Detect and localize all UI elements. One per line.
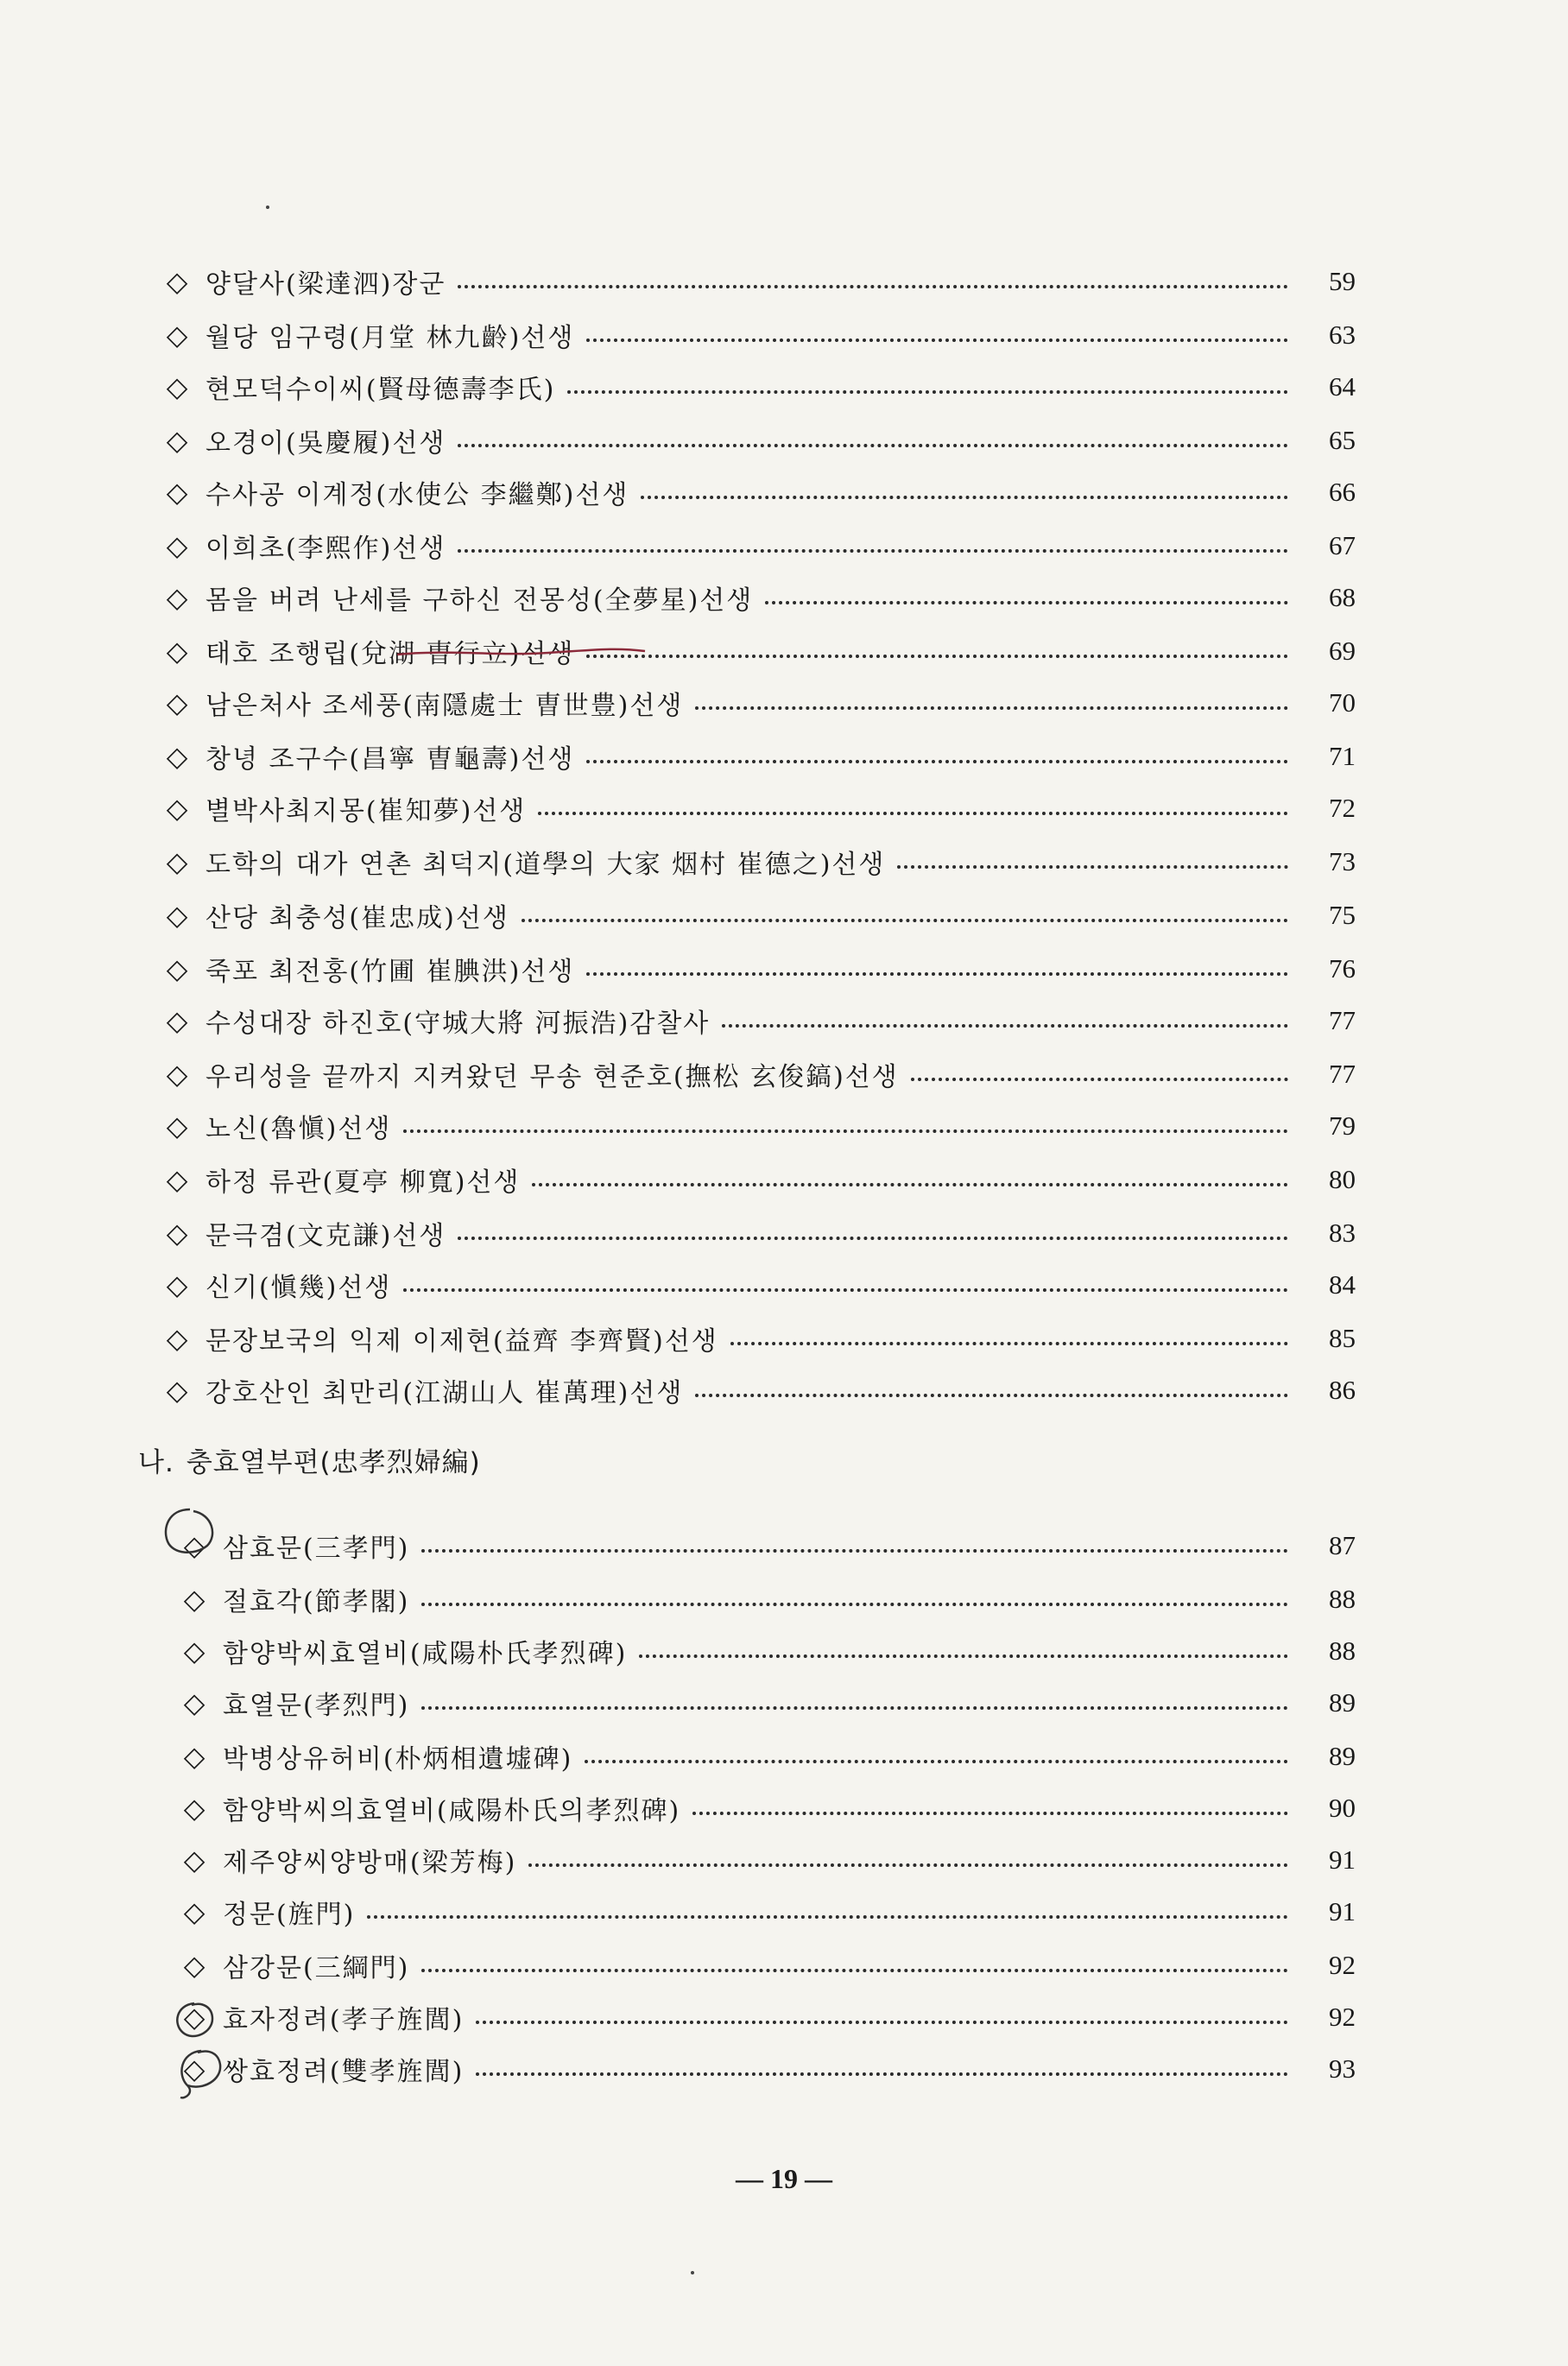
dot-leader (567, 390, 1288, 394)
diamond-bullet-icon: ◇ (166, 792, 188, 825)
section-heading-text: 충효열부편(忠孝烈婦編) (186, 1446, 481, 1478)
toc-entry (164, 572, 1356, 623)
dot-leader (538, 812, 1288, 815)
toc-entry-page: 92 (1329, 2002, 1356, 2032)
toc-entry-page: 73 (1329, 846, 1356, 876)
diamond-bullet-icon: ◇ (166, 370, 188, 403)
toc-entry-title: 현모덕수이씨(賢母德壽李氏) (205, 375, 556, 405)
toc-entry-title: 양달사(梁達泗)장군 (205, 269, 446, 300)
toc-entry (181, 1625, 1356, 1677)
toc-entry-title: 몸을 버려 난세를 구하신 전몽성(全夢星)선생 (205, 585, 754, 616)
toc-entry (181, 1991, 1356, 2043)
toc-entry-title: 문장보국의 익제 이제현(益齊 李齊賢)선생 (205, 1326, 718, 1357)
dot-leader (458, 549, 1288, 553)
dot-leader (522, 919, 1288, 922)
toc-entry-page: 85 (1329, 1323, 1356, 1353)
page-number: — 19 — (736, 2163, 832, 2194)
diamond-bullet-icon: ◇ (183, 2053, 205, 2085)
diamond-bullet-icon: ◇ (166, 952, 188, 985)
toc-entry (181, 1834, 1356, 1886)
toc-entry-title: 정문(旌門) (223, 1900, 356, 1930)
diamond-bullet-icon: ◇ (166, 635, 188, 667)
diamond-bullet-icon: ◇ (166, 1058, 188, 1091)
toc-entry-page: 68 (1329, 582, 1356, 612)
diamond-bullet-icon: ◇ (166, 1374, 188, 1407)
toc-entry-page: 91 (1329, 1844, 1356, 1875)
toc-entry (164, 309, 1356, 361)
dot-leader (765, 601, 1288, 604)
toc-entry-title: 우리성을 끝까지 지켜왔던 무송 현준호(撫松 玄俊鎬)선생 (205, 1062, 899, 1092)
toc-entry-page: 77 (1329, 1005, 1356, 1035)
toc-entry-page: 86 (1329, 1375, 1356, 1405)
toc-entry-page: 69 (1329, 636, 1356, 666)
dot-leader (586, 655, 1288, 658)
dot-leader (692, 1812, 1288, 1815)
dot-leader (730, 1342, 1288, 1345)
dot-leader (722, 1024, 1288, 1028)
diamond-bullet-icon: ◇ (183, 1844, 205, 1876)
toc-entry (181, 1677, 1356, 1729)
diamond-bullet-icon: ◇ (183, 1895, 205, 1928)
dot-leader (528, 1863, 1288, 1867)
toc-entry (164, 731, 1356, 782)
diamond-bullet-icon: ◇ (183, 1740, 205, 1773)
toc-entry-page: 71 (1329, 741, 1356, 771)
toc-entry-title: 죽포 최전홍(竹圃 崔腆洪)선생 (205, 957, 575, 987)
dot-leader (403, 1288, 1288, 1292)
diamond-bullet-icon: ◇ (166, 1268, 188, 1301)
dot-leader (586, 338, 1288, 342)
toc-entry-title: 산당 최충성(崔忠成)선생 (205, 903, 509, 933)
toc-entry (164, 836, 1356, 888)
toc-entry-title: 노신(魯愼)선생 (205, 1114, 392, 1144)
diamond-bullet-icon: ◇ (166, 265, 188, 298)
toc-entry-page: 72 (1329, 793, 1356, 823)
toc-entry (164, 889, 1356, 941)
diamond-bullet-icon: ◇ (166, 1004, 188, 1037)
diamond-bullet-icon: ◇ (183, 1583, 205, 1616)
dot-leader (641, 496, 1288, 499)
diamond-bullet-icon: ◇ (166, 1322, 188, 1355)
toc-entry-page: 76 (1329, 953, 1356, 984)
section-heading-number: 나. (138, 1446, 174, 1478)
toc-entry-title: 문극겸(文克謙)선생 (205, 1221, 446, 1251)
dot-leader (585, 1760, 1288, 1763)
toc-entry-page: 87 (1329, 1530, 1356, 1560)
dot-leader (421, 1969, 1288, 1972)
dot-leader (695, 706, 1288, 710)
toc-entry-page: 66 (1329, 477, 1356, 507)
toc-entry-page: 59 (1329, 266, 1356, 296)
toc-entry-title: 신기(愼幾)선생 (205, 1273, 392, 1303)
diamond-bullet-icon: ◇ (166, 424, 188, 457)
diamond-bullet-icon: ◇ (166, 845, 188, 878)
toc-entry-title: 절효각(節孝閣) (223, 1587, 410, 1617)
toc-entry-page: 88 (1329, 1584, 1356, 1614)
toc-entry-title: 강호산인 최만리(江湖山人 崔萬理)선생 (205, 1378, 684, 1408)
toc-entry-title: 오경이(吳慶履)선생 (205, 428, 446, 459)
dot-leader (532, 1183, 1288, 1186)
toc-entry (164, 466, 1356, 518)
dot-leader (639, 1654, 1288, 1658)
dot-leader (476, 2072, 1288, 2076)
toc-entry-title: 제주양씨양방매(梁芳梅) (223, 1848, 517, 1878)
toc-entry-page: 89 (1329, 1741, 1356, 1771)
dot-leader (458, 1237, 1288, 1240)
dot-leader (403, 1129, 1288, 1133)
diamond-bullet-icon: ◇ (166, 899, 188, 932)
toc-entry-title: 쌍효정려(雙孝旌閭) (223, 2057, 465, 2087)
dot-leader (586, 972, 1288, 976)
toc-entry-page: 89 (1329, 1687, 1356, 1718)
toc-entry (181, 1782, 1356, 1834)
specks (691, 2271, 694, 2274)
toc-entry-title: 남은처사 조세풍(南隱處士 曺世豊)선생 (205, 691, 684, 721)
toc-entry (164, 1048, 1356, 1100)
toc-entry-page: 75 (1329, 900, 1356, 930)
toc-entry (181, 1520, 1356, 1572)
toc-entry-title: 박병상유허비(朴炳相遺墟碑) (223, 1744, 573, 1774)
diamond-bullet-icon: ◇ (166, 319, 188, 351)
toc-entry-page: 93 (1329, 2053, 1356, 2084)
diamond-bullet-icon: ◇ (183, 1686, 205, 1719)
toc-entry (164, 625, 1356, 677)
toc-entry-page: 84 (1329, 1269, 1356, 1300)
toc-entry (181, 1730, 1356, 1782)
diamond-bullet-icon: ◇ (183, 1635, 205, 1667)
toc-entry-title: 삼효문(三孝門) (223, 1534, 410, 1564)
dot-leader (458, 444, 1288, 447)
diamond-bullet-icon: ◇ (166, 1163, 188, 1196)
toc-entry-title: 삼강문(三綱門) (223, 1953, 410, 1983)
toc-entry-title: 도학의 대가 연촌 최덕지(道學의 大家 烟村 崔德之)선생 (205, 850, 886, 880)
toc-entry (164, 995, 1356, 1047)
toc-entry (164, 361, 1356, 413)
toc-entry (164, 677, 1356, 729)
section-heading (138, 1433, 481, 1485)
toc-entry-page: 79 (1329, 1110, 1356, 1141)
diamond-bullet-icon: ◇ (166, 1110, 188, 1142)
toc-entry (164, 1100, 1356, 1152)
dot-leader (897, 865, 1288, 869)
toc-entry-page: 91 (1329, 1896, 1356, 1926)
toc-entry-title: 수성대장 하진호(守城大將 河振浩)감찰사 (205, 1009, 711, 1039)
diamond-bullet-icon: ◇ (166, 686, 188, 719)
diamond-bullet-icon: ◇ (166, 1217, 188, 1249)
toc-entry-title: 효자정려(孝子旌閭) (223, 2005, 465, 2035)
specks (266, 206, 269, 209)
toc-entry-title: 효열문(孝烈門) (223, 1691, 410, 1721)
toc-entry (181, 1886, 1356, 1938)
dot-leader (476, 2021, 1288, 2024)
dot-leader (458, 285, 1288, 288)
diamond-bullet-icon: ◇ (183, 2001, 205, 2034)
toc-entry (164, 520, 1356, 572)
toc-entry-page: 65 (1329, 425, 1356, 455)
toc-entry-page: 64 (1329, 371, 1356, 402)
toc-entry (164, 1259, 1356, 1311)
toc-entry-page: 63 (1329, 319, 1356, 350)
toc-entry (164, 943, 1356, 995)
diamond-bullet-icon: ◇ (183, 1529, 205, 1562)
toc-entry-title: 창녕 조구수(昌寧 曺龜壽)선생 (205, 744, 575, 775)
toc-entry (164, 1364, 1356, 1416)
toc-entry-title: 수사공 이계정(水使公 李繼鄭)선생 (205, 480, 629, 510)
toc-entry-title: 별박사최지몽(崔知夢)선생 (205, 796, 527, 826)
toc-entry (164, 1313, 1356, 1364)
toc-entry (164, 1154, 1356, 1205)
toc-entry-title: 이희초(李熙作)선생 (205, 534, 446, 564)
toc-entry-title: 월당 임구령(月堂 林九齡)선생 (205, 323, 575, 353)
diamond-bullet-icon: ◇ (166, 529, 188, 562)
dot-leader (421, 1549, 1288, 1553)
toc-entry (164, 782, 1356, 834)
toc-entry-title: 함양박씨의효열비(咸陽朴氏의孝烈碑) (223, 1796, 681, 1826)
dot-leader (586, 760, 1288, 763)
dot-leader (367, 1915, 1288, 1919)
toc-entry-title: 태호 조행립(兌湖 曺行立)선생 (205, 639, 575, 669)
toc-entry (164, 414, 1356, 466)
toc-entry-page: 70 (1329, 687, 1356, 718)
toc-entry (164, 1207, 1356, 1259)
dot-leader (421, 1706, 1288, 1710)
toc-entry-page: 67 (1329, 530, 1356, 560)
toc-entry (164, 256, 1356, 307)
diamond-bullet-icon: ◇ (183, 1949, 205, 1982)
toc-entry-page: 92 (1329, 1950, 1356, 1980)
diamond-bullet-icon: ◇ (166, 476, 188, 509)
toc-entry-page: 90 (1329, 1793, 1356, 1823)
dot-leader (421, 1603, 1288, 1606)
toc-entry (181, 1573, 1356, 1625)
dot-leader (695, 1394, 1288, 1397)
toc-entry-page: 77 (1329, 1059, 1356, 1089)
toc-entry-page: 83 (1329, 1218, 1356, 1248)
toc-entry-title: 하정 류관(夏亭 柳寬)선생 (205, 1167, 521, 1198)
diamond-bullet-icon: ◇ (183, 1792, 205, 1825)
diamond-bullet-icon: ◇ (166, 740, 188, 773)
dot-leader (911, 1078, 1288, 1081)
toc-entry (181, 2043, 1356, 2095)
diamond-bullet-icon: ◇ (166, 581, 188, 614)
toc-entry-page: 88 (1329, 1635, 1356, 1666)
toc-entry-page: 80 (1329, 1164, 1356, 1194)
toc-entry-title: 함양박씨효열비(咸陽朴氏孝烈碑) (223, 1639, 628, 1669)
toc-entry (181, 1939, 1356, 1991)
